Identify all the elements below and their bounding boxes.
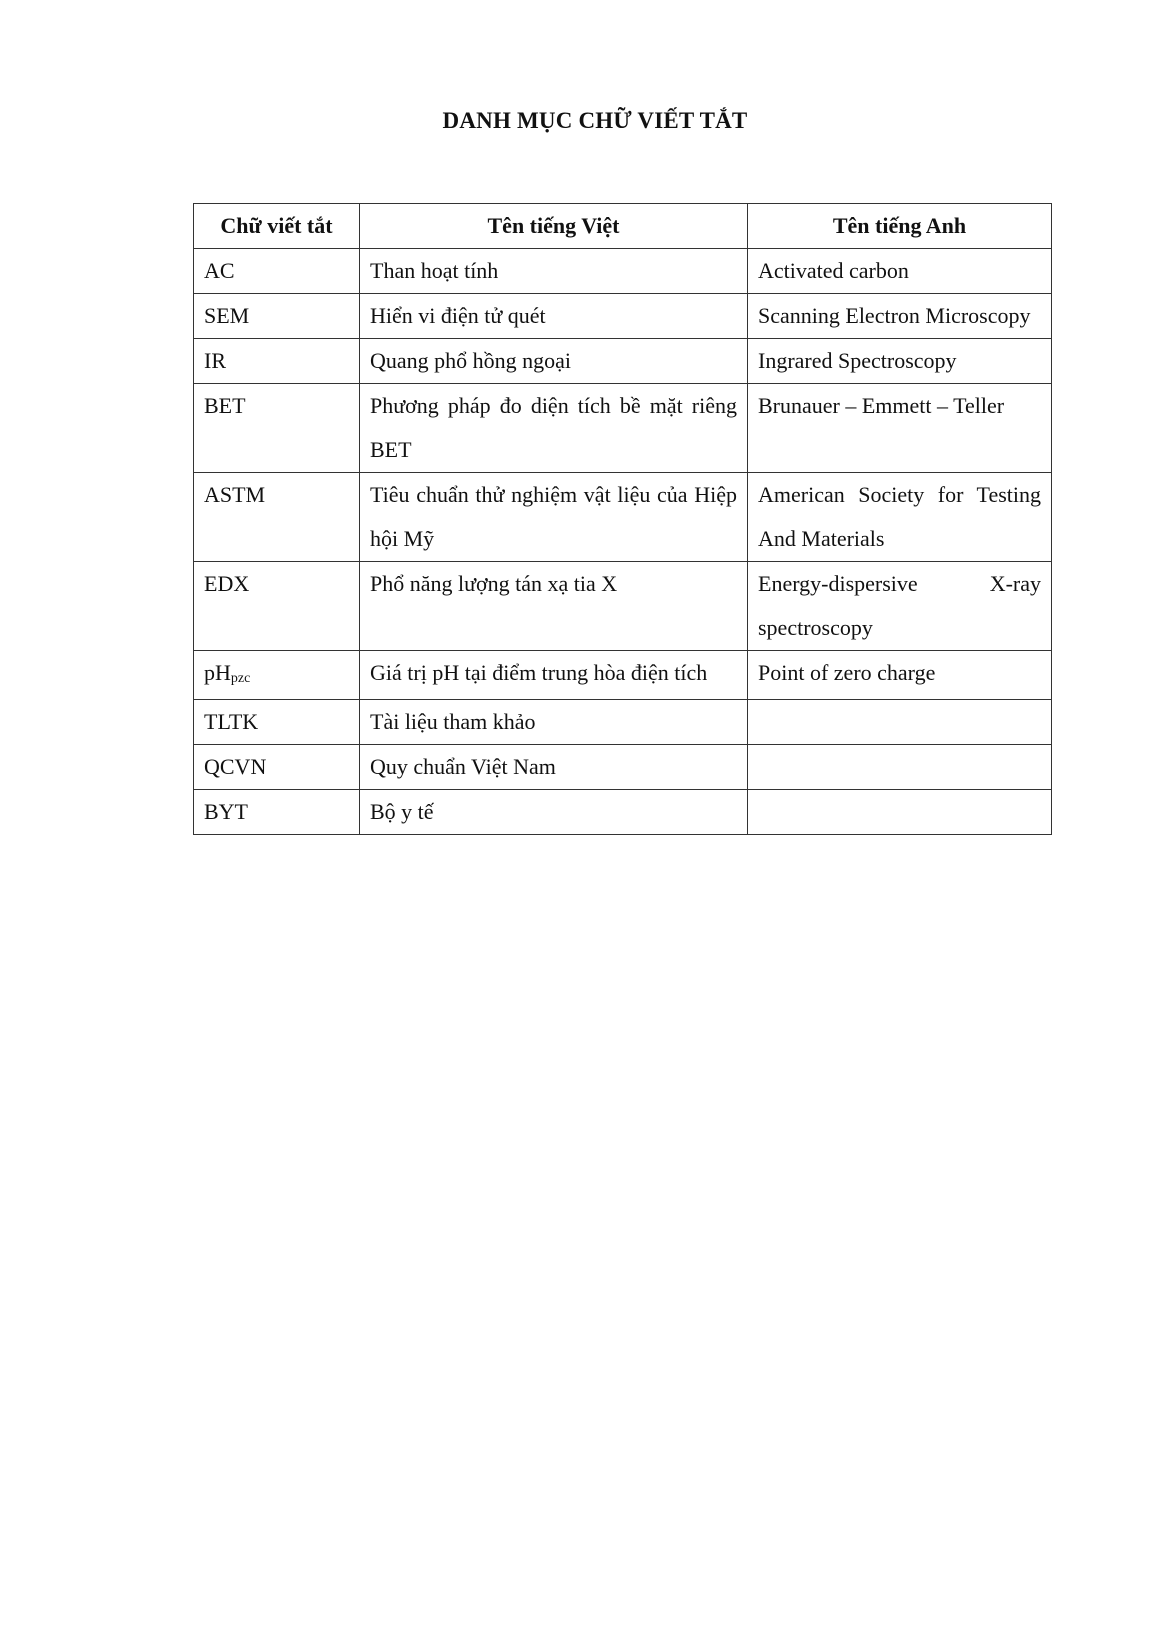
- header-abbreviation: Chữ viết tắt: [194, 204, 360, 249]
- vietnamese-name-cell: Phương pháp đo diện tích bề mặt riêng BET: [360, 384, 748, 473]
- table-row: [194, 745, 1052, 790]
- vietnamese-name-cell: Quy chuẩn Việt Nam: [360, 745, 748, 790]
- header-vietnamese-name: Tên tiếng Việt: [360, 204, 748, 249]
- abbreviation-cell: BET: [194, 384, 360, 473]
- english-name-cell: [748, 790, 1052, 835]
- english-name-cell: Energy-dispersive X-ray spectroscopy: [748, 562, 1052, 651]
- table-row: [194, 651, 1052, 700]
- abbreviation-table: [193, 203, 1052, 835]
- table-row: [194, 249, 1052, 294]
- vietnamese-name-cell: Quang phổ hồng ngoại: [360, 339, 748, 384]
- table-header-row: [194, 204, 1052, 249]
- abbreviation-cell: pHpzc: [194, 651, 360, 700]
- page-title: DANH MỤC CHỮ VIẾT TẮT: [442, 108, 748, 133]
- table-row: [194, 473, 1052, 562]
- english-name-cell: Activated carbon: [748, 249, 1052, 294]
- vietnamese-name-cell: Giá trị pH tại điểm trung hòa điện tích: [360, 651, 748, 700]
- table-row: [194, 294, 1052, 339]
- abbreviation-cell: EDX: [194, 562, 360, 651]
- vietnamese-name-cell: Bộ y tế: [360, 790, 748, 835]
- vietnamese-name-cell: Tiêu chuẩn thử nghiệm vật liệu của Hiệp hội Mỹ: [360, 473, 748, 562]
- english-name-cell: Scanning Electron Microscopy: [748, 294, 1052, 339]
- abbreviation-cell: AC: [194, 249, 360, 294]
- table-row: [194, 339, 1052, 384]
- table-row: [194, 790, 1052, 835]
- abbreviation-subscript: pzc: [230, 671, 251, 686]
- table-row: [194, 384, 1052, 473]
- english-name-cell: American Society for Testing And Materials: [748, 473, 1052, 562]
- abbreviation-cell: QCVN: [194, 745, 360, 790]
- english-name-cell: [748, 745, 1052, 790]
- vietnamese-name-cell: Hiển vi điện tử quét: [360, 294, 748, 339]
- english-name-cell: Ingrared Spectroscopy: [748, 339, 1052, 384]
- english-name-cell: Point of zero charge: [748, 651, 1052, 700]
- abbreviation-cell: TLTK: [194, 700, 360, 745]
- table-row: [194, 562, 1052, 651]
- vietnamese-name-cell: Than hoạt tính: [360, 249, 748, 294]
- header-english-name: Tên tiếng Anh: [748, 204, 1052, 249]
- abbreviation-cell: SEM: [194, 294, 360, 339]
- english-name-cell: [748, 700, 1052, 745]
- table-row: [194, 700, 1052, 745]
- english-name-cell: Brunauer – Emmett – Teller: [748, 384, 1052, 473]
- vietnamese-name-cell: Tài liệu tham khảo: [360, 700, 748, 745]
- vietnamese-name-cell: Phổ năng lượng tán xạ tia X: [360, 562, 748, 651]
- abbreviation-cell: BYT: [194, 790, 360, 835]
- abbreviation-cell: ASTM: [194, 473, 360, 562]
- abbreviation-cell: IR: [194, 339, 360, 384]
